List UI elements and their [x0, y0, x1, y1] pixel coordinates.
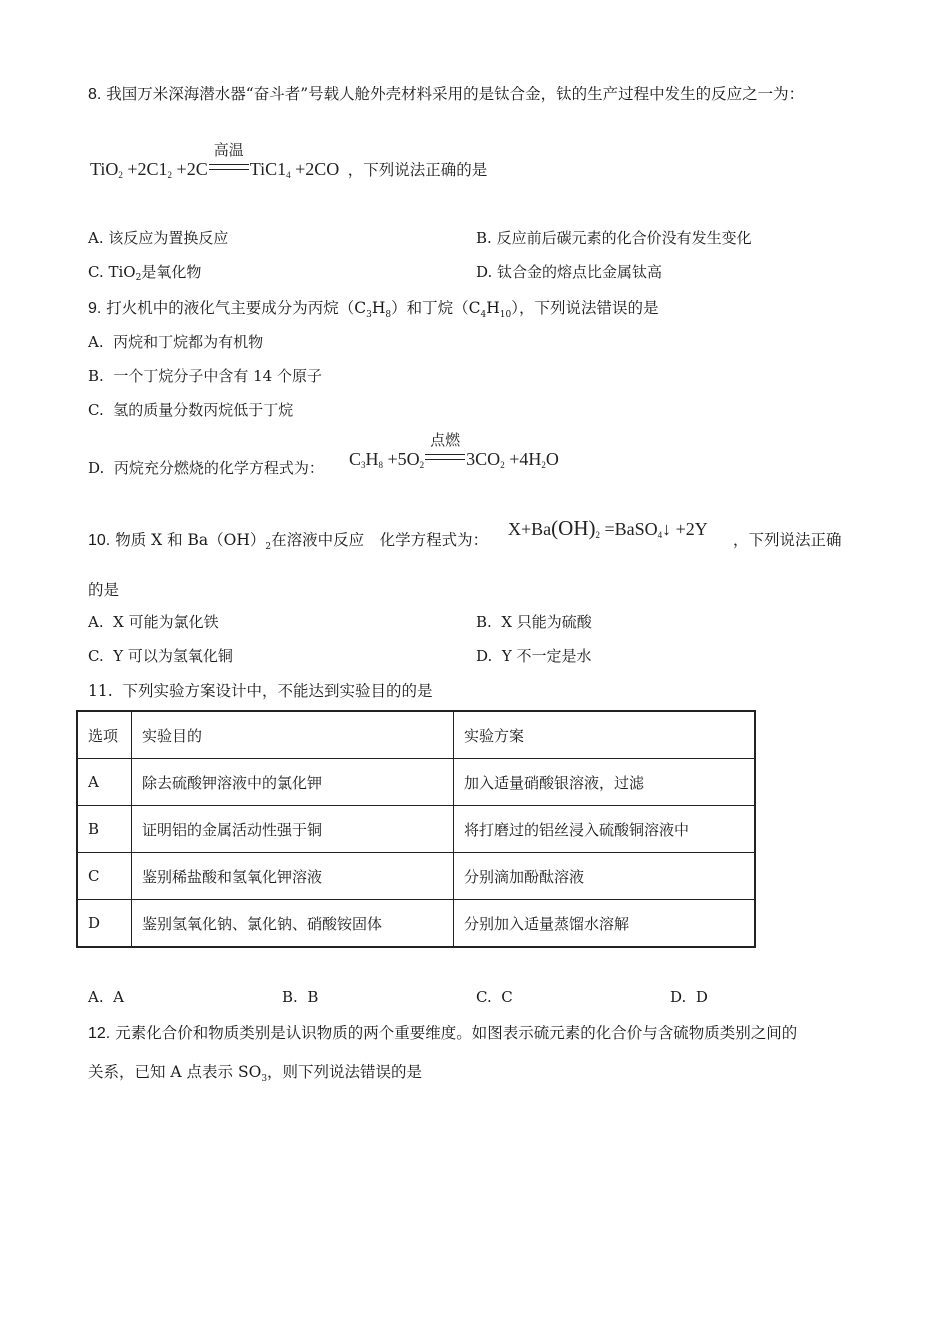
- q9-option-b: B. 一个丁烷分子中含有 14 个原子: [88, 367, 322, 385]
- reaction-condition: 高温: [209, 159, 249, 180]
- table-header-cell: 实验目的: [132, 711, 454, 759]
- table-row: [77, 853, 755, 900]
- q10-equation: [508, 516, 708, 541]
- question-number: 10.: [88, 532, 111, 549]
- experiment-table: [76, 710, 756, 948]
- q10-option-a: A. X 可能为氯化铁: [88, 613, 219, 631]
- table-cell: 将打磨过的铝丝浸入硫酸铜溶液中: [454, 806, 756, 853]
- q8-option-a: A. 该反应为置换反应: [88, 229, 229, 247]
- q9-equation: [349, 431, 559, 470]
- question-8-equation-line: [90, 141, 488, 180]
- table-cell: 除去硫酸钾溶液中的氯化钾: [132, 759, 454, 806]
- question-9-stem: 9. 打火机中的液化气主要成分为丙烷$(C_3H_8)$和丁烷$(C_4H_{10})$，下列说法错误的是: [88, 299, 659, 321]
- table-row: [77, 806, 755, 853]
- q10-option-d: D. Y 不一定是水: [476, 647, 592, 665]
- table-cell: 鉴别氢氧化钠、氯化钠、硝酸铵固体: [132, 900, 454, 948]
- q11-option-b: B. B: [282, 988, 319, 1006]
- table-cell: 加入适量硝酸银溶液，过滤: [454, 759, 756, 806]
- question-10-stem: 10. 物质 X 和 $Ba(OH)_2$在溶液中反应 化学方程式为：: [88, 531, 489, 553]
- question-text-tail: ，下列说法正确的是: [347, 161, 488, 179]
- question-number: 9.: [88, 300, 102, 317]
- q10-option-b: B. X 只能为硫酸: [476, 613, 592, 631]
- question-12-stem-cont: 关系，已知 A 点表示 $SO_3$，则下列说法错误的是: [88, 1063, 423, 1085]
- table-header-cell: 选项: [77, 711, 132, 759]
- question-11-stem: 11. 下列实验方案设计中，不能达到实验目的的是: [88, 682, 433, 700]
- table-cell: 分别加入适量蒸馏水溶解: [454, 900, 756, 948]
- chemical-equation: $X+Ba(OH)_2$ =BaSO$_4$↓ +2Y: [508, 516, 708, 540]
- q8-option-d: D. 钛合金的熔点比金属钛高: [476, 263, 663, 281]
- table-cell: 鉴别稀盐酸和氢氧化钾溶液: [132, 853, 454, 900]
- table-cell: D: [77, 900, 132, 948]
- table-header-cell: 实验方案: [454, 711, 756, 759]
- question-12-stem: 12. 元素化合价和物质类别是认识物质的两个重要维度。如图表示硫元素的化合价与含硫物质类别之间的: [88, 1024, 798, 1042]
- q11-option-c: C. C: [476, 988, 513, 1006]
- q10-option-c: C. Y 可以为氢氧化铜: [88, 647, 233, 665]
- table-cell: 分别滴加酚酞溶液: [454, 853, 756, 900]
- reaction-condition: 点燃: [425, 449, 465, 470]
- q11-option-a: A. A: [88, 988, 124, 1006]
- table-cell: A: [77, 759, 132, 806]
- q11-option-d: D. D: [670, 988, 708, 1006]
- table-header-row: [77, 711, 755, 759]
- chemical-equation: $TiO_2 +2C1_2 +2C$ 高温 $TiC1_4 +2CO$: [90, 141, 340, 180]
- question-number: 11.: [88, 682, 113, 700]
- table-cell: 证明铝的金属活动性强于铜: [132, 806, 454, 853]
- question-text: 我国万米深海潜水器“奋斗者”号载人舱外壳材料采用的是钛合金，钛的生产过程中发生的反应之一为：: [106, 85, 805, 103]
- q9-option-a: A. 丙烷和丁烷都为有机物: [88, 333, 264, 351]
- q9-option-c: C. 氢的质量分数丙烷低于丁烷: [88, 401, 294, 419]
- question-10-stem-tail: ，下列说法正确: [733, 531, 842, 549]
- table-row: [77, 900, 755, 948]
- table-cell: B: [77, 806, 132, 853]
- question-number: 8.: [88, 86, 102, 103]
- q9-option-d: D. 丙烷充分燃烧的化学方程式为：: [88, 459, 324, 477]
- table-cell: C: [77, 853, 132, 900]
- question-number: 12.: [88, 1025, 111, 1042]
- q8-option-b: B. 反应前后碳元素的化合价没有发生变化: [476, 229, 752, 247]
- q8-option-c: C. TiO$_2$是氧化物: [88, 263, 202, 283]
- chemical-equation: $C_3H_8 +5O_2$ 点燃 $3CO_2 +4H_2O$: [349, 431, 559, 470]
- question-8-stem: [88, 82, 804, 104]
- table-row: [77, 759, 755, 806]
- question-10-stem-cont: 的是: [88, 581, 120, 599]
